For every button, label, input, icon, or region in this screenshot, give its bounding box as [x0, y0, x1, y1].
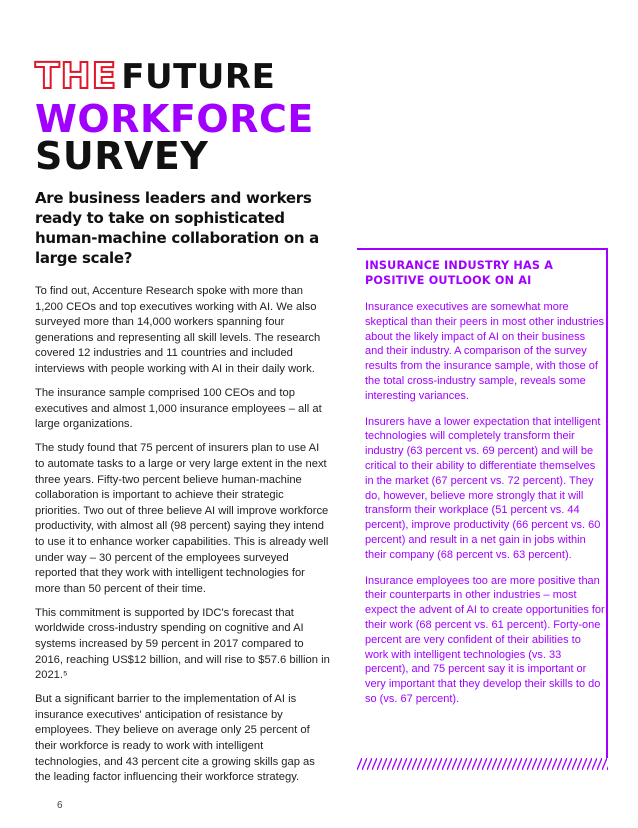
title-workforce: WORKFORCE	[35, 97, 314, 141]
body-paragraph: This commitment is supported by IDC's forecast that worldwide cross-industry spending on cognitive and AI systems increased by 59 percent in 2017 compared to 2016, reaching US$12 billion, and will rise to $57.6 billion in 2021.⁵	[35, 606, 330, 682]
subtitle: Are business leaders and workers ready to take on sophisticated human-machine collaboration on a large scale?	[35, 189, 319, 267]
zigzag-border	[357, 758, 608, 770]
title-the: THE	[35, 56, 118, 97]
body-paragraph: The study found that 75 percent of insurers plan to use AI to automate tasks to a large or very large extent in the next three years. Fifty-two percent believe human-machine collaboration is important to achieve their strategic priorities. Two out of three believe AI will improve workforce productivity, with almost all (98 percent) saying they intend to use it to enhance worker capabilities. This is already well under way – 30 percent of the employees surveyed reported that they work with intelligent technologies for more than 50 percent of their time.	[35, 442, 329, 595]
title-future: FUTURE	[121, 57, 276, 97]
body-paragraph: The insurance sample comprised 100 CEOs and top executives and almost 1,000 insurance employees – all at large organizations.	[35, 387, 322, 431]
sidebar-paragraph: Insurers have a lower expectation that intelligent technologies will completely transform their industry (63 percent vs. 69 percent) and will be critical to their ability to differentiate themselves in the market (67 percent vs. 72 percent). They do, however, believe more strongly that it will transform their workplace (51 percent vs. 44 percent), improve productivity (66 percent vs. 60 percent) and result in a net gain in jobs within their company (68 percent vs. 63 percent).	[365, 415, 601, 561]
body-text	[35, 284, 331, 794]
page-number: 6	[57, 800, 63, 811]
title-survey: SURVEY	[35, 134, 209, 178]
page-title	[35, 56, 314, 178]
body-paragraph: But a significant barrier to the implementation of AI is insurance executives' anticipation of resistance by employees. They believe on average only 25 percent of their workforce is ready to work with intelligent technologies, and 43 percent cite a growing skills gap as the leading factor influencing their workforce strategy.	[35, 693, 315, 784]
sidebar-paragraph: Insurance employees too are more positive than their counterparts in other industries – most expect the advent of AI to create opportunities for their work (68 percent vs. 61 percent). Forty-one percent are very confident of their abilities to work with intelligent technologies (vs. 33 percent), and 75 percent say it is important or very important that they develop their skills to do so (vs. 67 percent).	[365, 574, 605, 705]
sidebar-paragraph: Insurance executives are somewhat more skeptical than their peers in most other industries about the likely impact of AI on their business and their industry. A comparison of the survey results from the insurance sample, with those of the total cross-industry sample, reveals some interesting variances.	[365, 301, 605, 402]
sidebar-box	[357, 248, 608, 758]
sidebar-heading: INSURANCE INDUSTRY HAS A POSITIVE OUTLOOK ON AI	[365, 259, 554, 287]
body-paragraph: To find out, Accenture Research spoke with more than 1,200 CEOs and top executives working with AI. We also surveyed more than 14,000 workers spanning four generations and representing all skill levels. The research covered 12 industries and 11 countries and included interviews with people working with AI in their daily work.	[35, 285, 321, 375]
